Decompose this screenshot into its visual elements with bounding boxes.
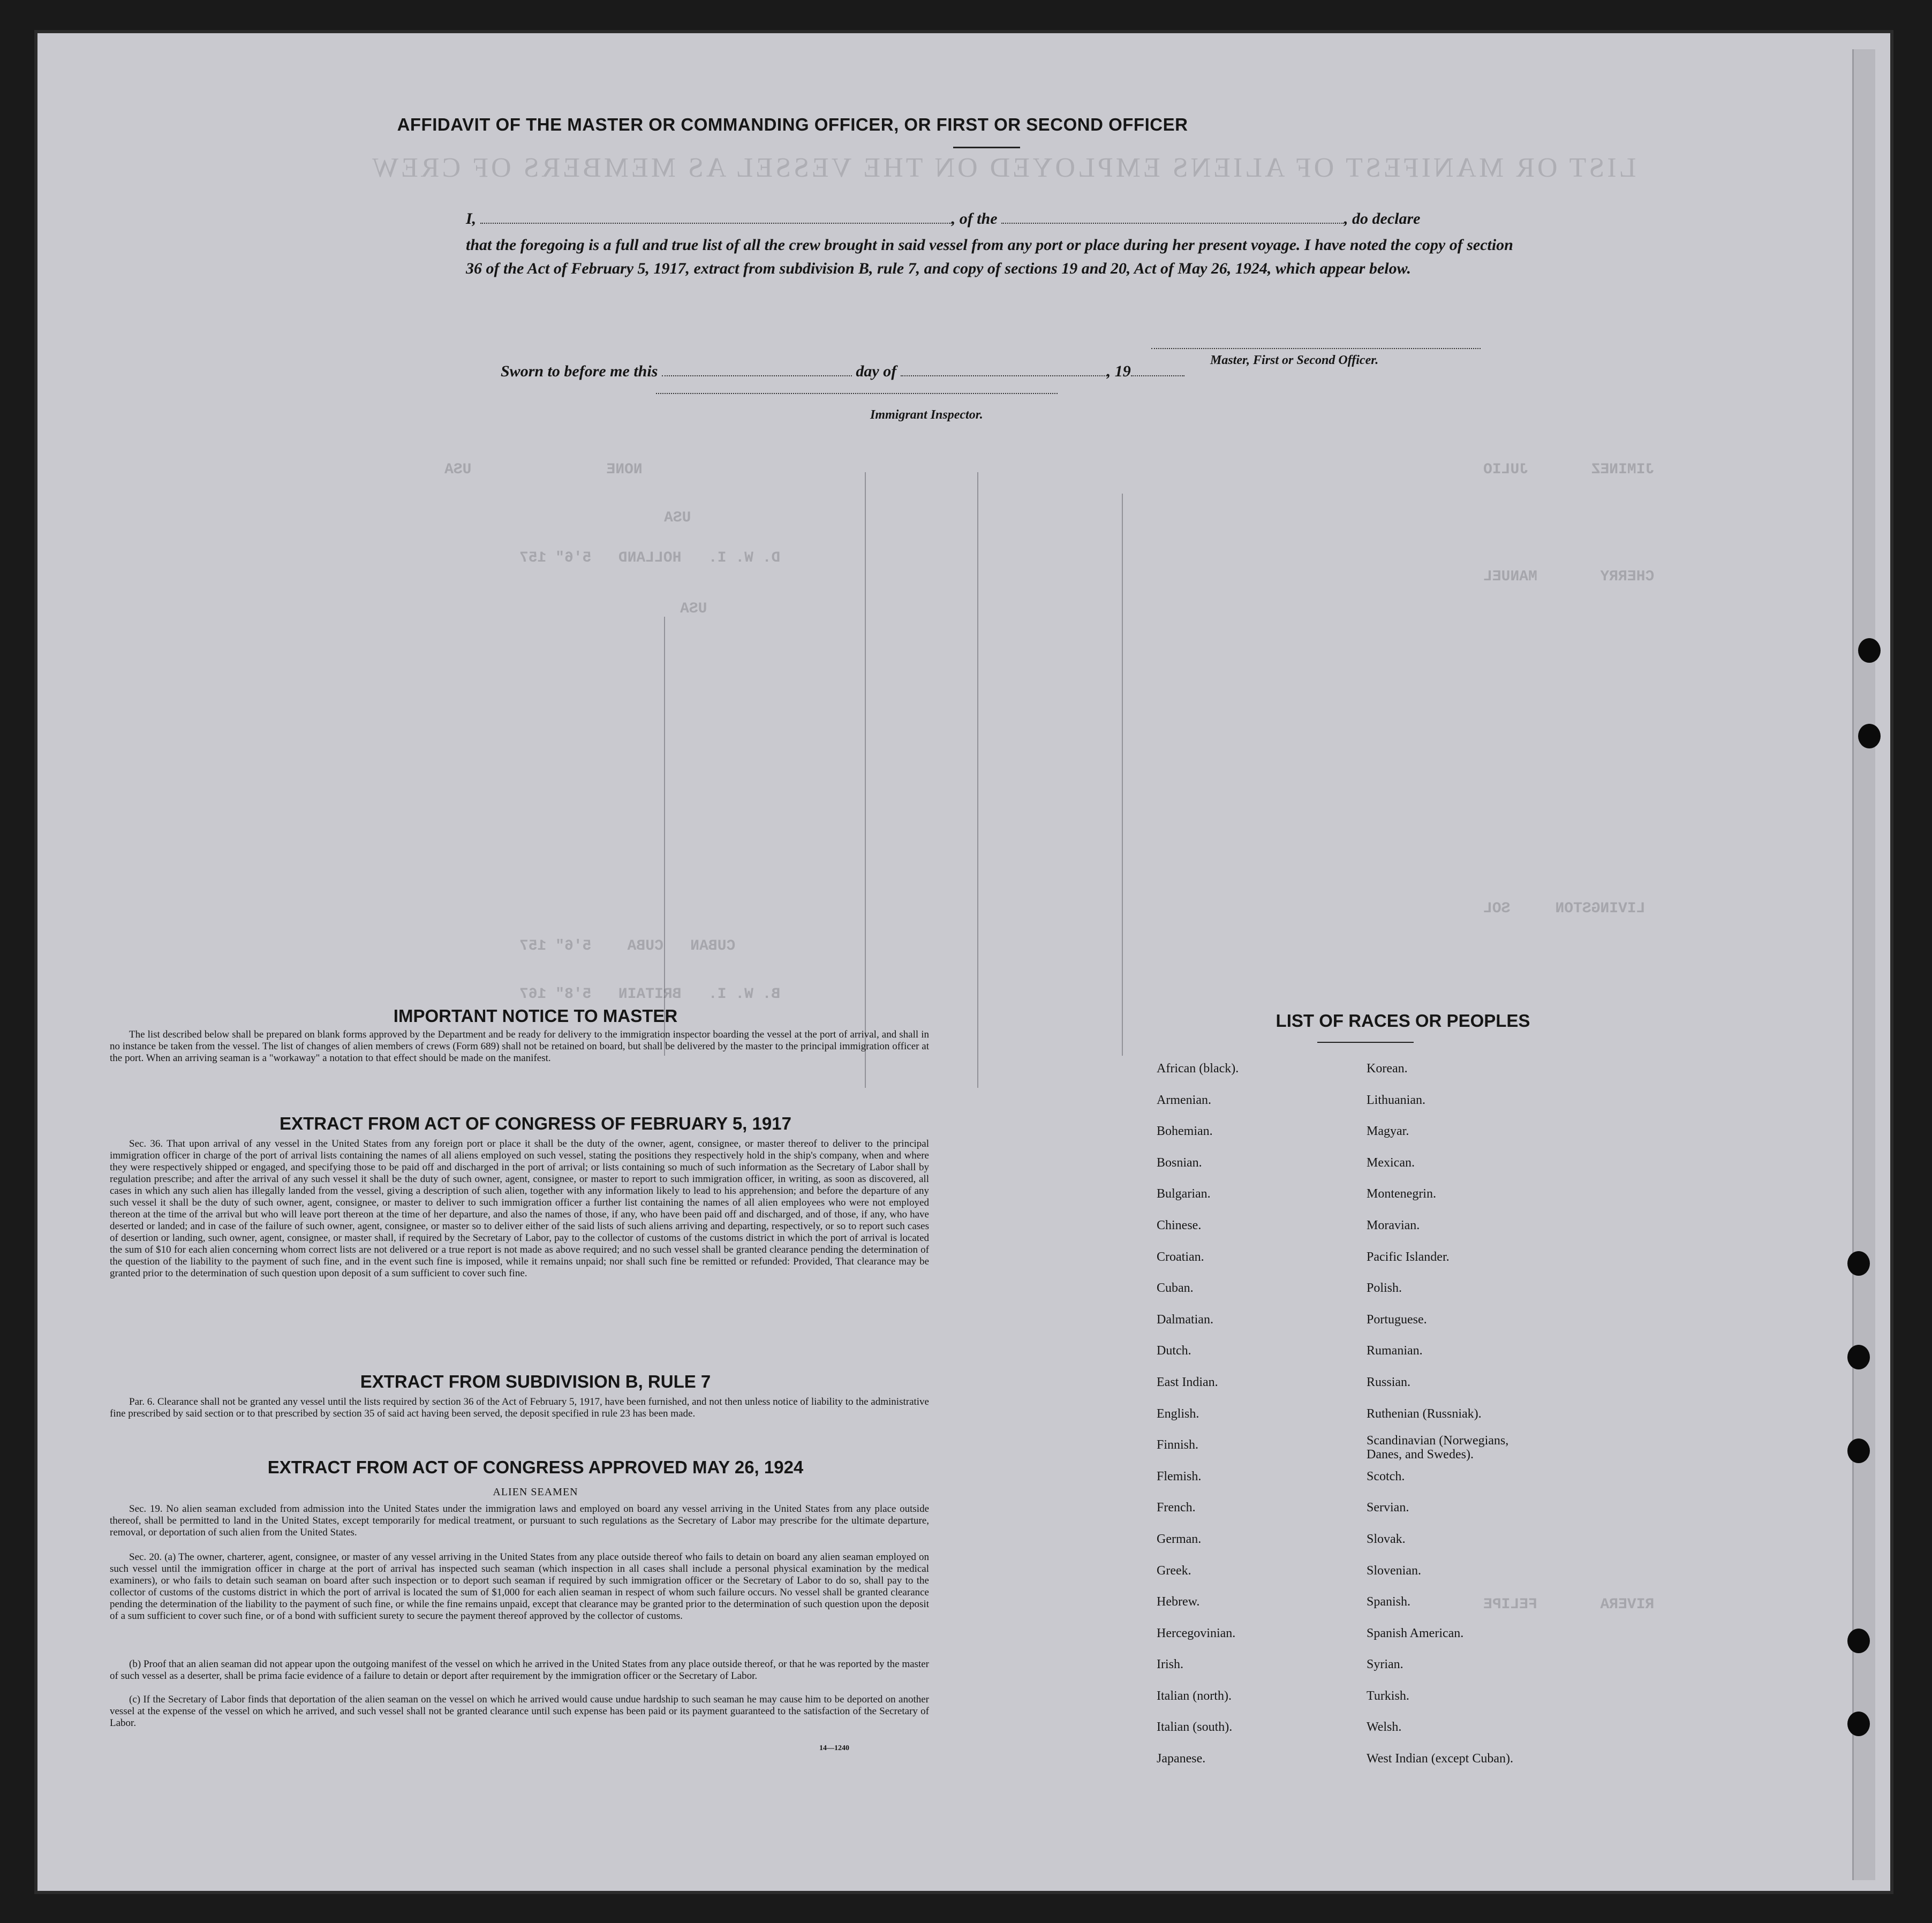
race-item: Slovak. bbox=[1367, 1532, 1406, 1546]
sworn-line bbox=[501, 362, 1304, 381]
bleed-through-text: CUBAN CUBA 5'6" 157 bbox=[519, 938, 736, 955]
affidavit-i: I, bbox=[466, 210, 477, 228]
race-item: Slovenian. bbox=[1367, 1563, 1421, 1578]
race-item: Dutch. bbox=[1157, 1344, 1191, 1358]
race-item: Pacific Islander. bbox=[1367, 1250, 1450, 1264]
extract-1917-body: Sec. 36. That upon arrival of any vessel in the United States from any foreign port or place it shall be the duty of the owner, agent, consignee, or master thereof to deliver to the principal immigration officer in charge of the port of arrival lists containing the names of all aliens employed on such vessel, stating the positions they respectively hold in the ship's company, when and where they were respectively shipped or engaged, and specifying those to be paid off and discharged in the port of arrival; or lists containing so much of such information as the Secretary of Labor shall by regulation prescribe; and after the arrival of any such vessel it shall be the duty of such owner, agent, consignee, or master to report to such immigration officer, in writing, as soon as discovered, all cases in which any such alien has illegally landed from the vessel, giving a description of such alien, together with any information likely to lead to his apprehension; and before the departure of any such vessel it shall be the duty of such owner, agent, consignee, or master to deliver to such immigration officer a further list containing the names of all alien employees who were not employed thereon at the time of the arrival but who will leave port thereon at the time of her departure, and also the names of those, if any, who have been paid off and discharged, and of those, if any, who have deserted or landed; and in case of the failure of such owner, agent, consignee, or master so to deliver either of the said lists of such aliens arriving and departing, respectively, or so to report such cases of desertion or landing, such owner, agent, consignee, or master shall, if required by the Secretary of Labor, pay to the collector of customs of the customs district in which the port of arrival is located the sum of $10 for each alien concerning whom correct lists are not delivered or a true report is not made as above required; and no such vessel shall be granted clearance pending the determination of the question of the liability to the payment of such fine, and in the event such fine is imposed, while it remains unpaid; nor shall such fine be remitted or refunded: Provided, That clearance may be granted prior to the determination of such question upon deposit of a sum sufficient to cover such fine. bbox=[110, 1138, 929, 1279]
notice-title: IMPORTANT NOTICE TO MASTER bbox=[393, 1006, 678, 1026]
bleed-through-rule bbox=[977, 472, 978, 1088]
race-item: Bohemian. bbox=[1157, 1124, 1213, 1139]
races-title-rule bbox=[1317, 1042, 1414, 1043]
punch-hole bbox=[1858, 724, 1881, 748]
race-item: Welsh. bbox=[1367, 1720, 1402, 1735]
race-item: German. bbox=[1157, 1532, 1202, 1546]
rule7-title: EXTRACT FROM SUBDIVISION B, RULE 7 bbox=[360, 1372, 711, 1391]
race-item: Italian (south). bbox=[1157, 1720, 1233, 1735]
punch-hole bbox=[1847, 1629, 1870, 1653]
race-item: Bosnian. bbox=[1157, 1155, 1202, 1170]
race-item: Rumanian. bbox=[1367, 1344, 1423, 1358]
affidavit-of-the: , of the bbox=[951, 210, 998, 228]
section-19-text: Sec. 19. No alien seaman excluded from admission into the United States under the immigration laws and employed on board any vessel arriving in the United States from any place outside thereof, shall be permitted to land in the United States, except temporarily for medical treatment, or pursuant to such regulations as the Secretary of Labor may prescribe for the ultimate departure, removal, or deportation of such alien from the United States. bbox=[110, 1503, 929, 1538]
document-sheet bbox=[37, 33, 1890, 1891]
sworn-year-blank[interactable] bbox=[1131, 362, 1184, 376]
race-item: Scotch. bbox=[1367, 1469, 1405, 1483]
affidavit-title: AFFIDAVIT OF THE MASTER OR COMMANDING OFFICER, OR FIRST OR SECOND OFFICER bbox=[397, 115, 1188, 134]
inspector-signature-line[interactable] bbox=[656, 392, 1058, 394]
race-item: Bulgarian. bbox=[1157, 1187, 1211, 1201]
race-item: Dalmatian. bbox=[1157, 1312, 1213, 1327]
notice-body: The list described below shall be prepared on blank forms approved by the Department and be ready for delivery to the immigration inspector boarding the vessel at the port of arrival, and shall in no instance be taken from the vessel. The list of changes of alien members of crews (Form 689) shall not be retained on board, but shall be delivered by the master to the principal immigration officer at the port. When an arriving seaman is a "workaway" a notation to that effect should be made on the manifest. bbox=[110, 1029, 929, 1064]
vessel-blank[interactable] bbox=[1001, 210, 1344, 224]
punch-hole bbox=[1847, 1345, 1870, 1369]
punch-hole bbox=[1847, 1712, 1870, 1736]
race-item: Spanish American. bbox=[1367, 1626, 1464, 1640]
races-left-column bbox=[1157, 1053, 1239, 1775]
bleed-through-text: LIVINGSTON SOL bbox=[1483, 900, 1646, 917]
race-item: Mexican. bbox=[1367, 1155, 1415, 1170]
inspector-caption: Immigrant Inspector. bbox=[870, 408, 983, 422]
race-item: Armenian. bbox=[1157, 1093, 1211, 1107]
races-right-column bbox=[1367, 1053, 1522, 1775]
race-item: Moravian. bbox=[1367, 1218, 1420, 1232]
race-item: Portuguese. bbox=[1367, 1312, 1427, 1327]
sworn-text: Sworn to before me this bbox=[501, 362, 658, 380]
bleed-through-text: USA bbox=[664, 510, 691, 526]
race-item: Scandinavian (Norwegians, Danes, and Swedes). bbox=[1367, 1434, 1509, 1462]
punch-hole bbox=[1847, 1439, 1870, 1463]
race-item: Croatian. bbox=[1157, 1250, 1204, 1264]
punch-hole bbox=[1858, 638, 1881, 663]
bleed-through-rule bbox=[664, 617, 665, 1056]
extract-1917-title: EXTRACT FROM ACT OF CONGRESS OF FEBRUARY 5, 1917 bbox=[280, 1114, 791, 1133]
signature-line[interactable] bbox=[1151, 347, 1481, 349]
race-item: Chinese. bbox=[1157, 1218, 1202, 1232]
affidavit-first-line bbox=[466, 210, 1526, 233]
form-number: 14—1240 bbox=[819, 1744, 849, 1752]
affidavit-body: that the foregoing is a full and true list of all the crew brought in said vessel from any port or place during her present voyage. I have noted the copy of section 36 of the Act of February 5, 1917, extract from subdivision B, rule 7, and copy of sections 19 and 20, Act of May 26, 1924, which appear below. bbox=[466, 236, 1513, 277]
race-item: Russian. bbox=[1367, 1375, 1411, 1389]
race-item: African (black). bbox=[1157, 1062, 1239, 1076]
bleed-through-rule bbox=[1122, 494, 1123, 1056]
day-of-text: day of bbox=[856, 362, 897, 380]
race-item: West Indian (except Cuban). bbox=[1367, 1752, 1513, 1766]
bleed-through-text: B. W. I. BRITAIN 5'8" 167 bbox=[519, 986, 781, 1003]
race-item: Italian (north). bbox=[1157, 1689, 1232, 1703]
race-item: Hebrew. bbox=[1157, 1595, 1200, 1609]
affidavit-declare: , do declare bbox=[1344, 210, 1421, 228]
bleed-through-text: JIMINEZ JULIO bbox=[1483, 461, 1655, 478]
bleed-through-title: LIST OR MANIFEST OF ALIENS EMPLOYED ON THE VESSEL AS MEMBERS OF CREW bbox=[369, 153, 1636, 183]
alien-seamen-subtitle: ALIEN SEAMEN bbox=[493, 1486, 578, 1498]
bleed-through-text: CHERRY MANUEL bbox=[1483, 569, 1655, 585]
rule7-body: Par. 6. Clearance shall not be granted any vessel until the lists required by section 36 of the Act of February 5, 1917, have been furnished, and not then unless notice of liability to the administrative fine prescribed by said section or to that prescribed by section 35 of said act having been served, the deposit specified in rule 23 has been made. bbox=[110, 1396, 929, 1419]
race-item: Korean. bbox=[1367, 1062, 1408, 1076]
name-blank[interactable] bbox=[480, 210, 952, 224]
race-item: Hercegovinian. bbox=[1157, 1626, 1236, 1640]
bleed-through-text: D. W. I. HOLLAND 5'6" 157 bbox=[519, 550, 781, 566]
section-20a-text: Sec. 20. (a) The owner, charterer, agent, consignee, or master of any vessel arriving in the United States from any place outside thereof who fails to detain on board any alien seaman employed on such vessel until the immigration officer in charge at the port of arrival has inspected such seaman (which inspection in all cases shall include a personal physical examination by the medical examiners), or who fails to detain such seaman on board after such inspection or to deport such seaman if required by such immigration officer or the Secretary of Labor to do so, shall pay to the collector of customs of the customs district in which the port of arrival is located the sum of $1,000 for each alien seaman in respect of whom such failure occurs. No vessel shall be granted clearance pending the determination of the liability to the payment of such fine, or while the fine remains unpaid, except that clearance may be granted prior to the determination of such question upon the deposit of a sum sufficient to cover such fine, or of a bond with sufficient surety to secure the payment thereof approved by the collector of customs. bbox=[110, 1551, 929, 1622]
race-item: English. bbox=[1157, 1406, 1199, 1421]
page-edge bbox=[1852, 49, 1875, 1880]
race-item: Lithuanian. bbox=[1367, 1093, 1425, 1107]
signature-caption: Master, First or Second Officer. bbox=[1210, 353, 1379, 367]
race-item: East Indian. bbox=[1157, 1375, 1218, 1389]
punch-hole bbox=[1847, 1251, 1870, 1276]
race-item: Magyar. bbox=[1367, 1124, 1409, 1139]
bleed-through-rule bbox=[865, 472, 866, 1088]
race-item: Cuban. bbox=[1157, 1281, 1194, 1296]
race-item: Polish. bbox=[1367, 1281, 1402, 1296]
title-rule bbox=[953, 147, 1020, 148]
race-item: Greek. bbox=[1157, 1563, 1191, 1578]
race-item: Servian. bbox=[1367, 1501, 1409, 1515]
section-20c-text: (c) If the Secretary of Labor finds that deportation of the alien seaman on the vessel on which he arrived would cause undue hardship to such seaman he may cause him to be deported on another vessel at the expense of the vessel on which he arrived, and such vessel shall not be granted clearance until such expense has been paid or its payment guaranteed to the satisfaction of the Secretary of Labor. bbox=[110, 1694, 929, 1729]
race-item: French. bbox=[1157, 1501, 1196, 1515]
races-title: LIST OF RACES OR PEOPLES bbox=[1276, 1011, 1530, 1031]
race-item: Spanish. bbox=[1367, 1595, 1411, 1609]
bleed-through-text: NONE USA bbox=[444, 461, 643, 478]
race-item: Syrian. bbox=[1367, 1657, 1403, 1672]
race-item: Montenegrin. bbox=[1367, 1187, 1436, 1201]
extract-1924-title: EXTRACT FROM ACT OF CONGRESS APPROVED MAY 26, 1924 bbox=[267, 1457, 804, 1477]
race-item: Flemish. bbox=[1157, 1469, 1202, 1483]
race-item: Ruthenian (Russniak). bbox=[1367, 1406, 1482, 1421]
bleed-through-text: RIVERA FELIPE bbox=[1483, 1596, 1655, 1613]
sworn-month-blank[interactable] bbox=[901, 362, 1107, 376]
race-item: Finnish. bbox=[1157, 1438, 1199, 1452]
sworn-day-blank[interactable] bbox=[662, 362, 852, 376]
race-item: Irish. bbox=[1157, 1657, 1183, 1672]
bleed-through-text: USA bbox=[680, 601, 707, 617]
year-text: , 19 bbox=[1106, 362, 1131, 380]
race-item: Japanese. bbox=[1157, 1752, 1206, 1766]
race-item: Turkish. bbox=[1367, 1689, 1409, 1703]
section-20b-text: (b) Proof that an alien seaman did not appear upon the outgoing manifest of the vessel on which he arrived in the United States from any place outside thereof, or that he was reported by the master of such vessel as a deserter, shall be prima facie evidence of a failure to detain or deport after requirement by the immigration officer or the Secretary of Labor. bbox=[110, 1659, 929, 1682]
